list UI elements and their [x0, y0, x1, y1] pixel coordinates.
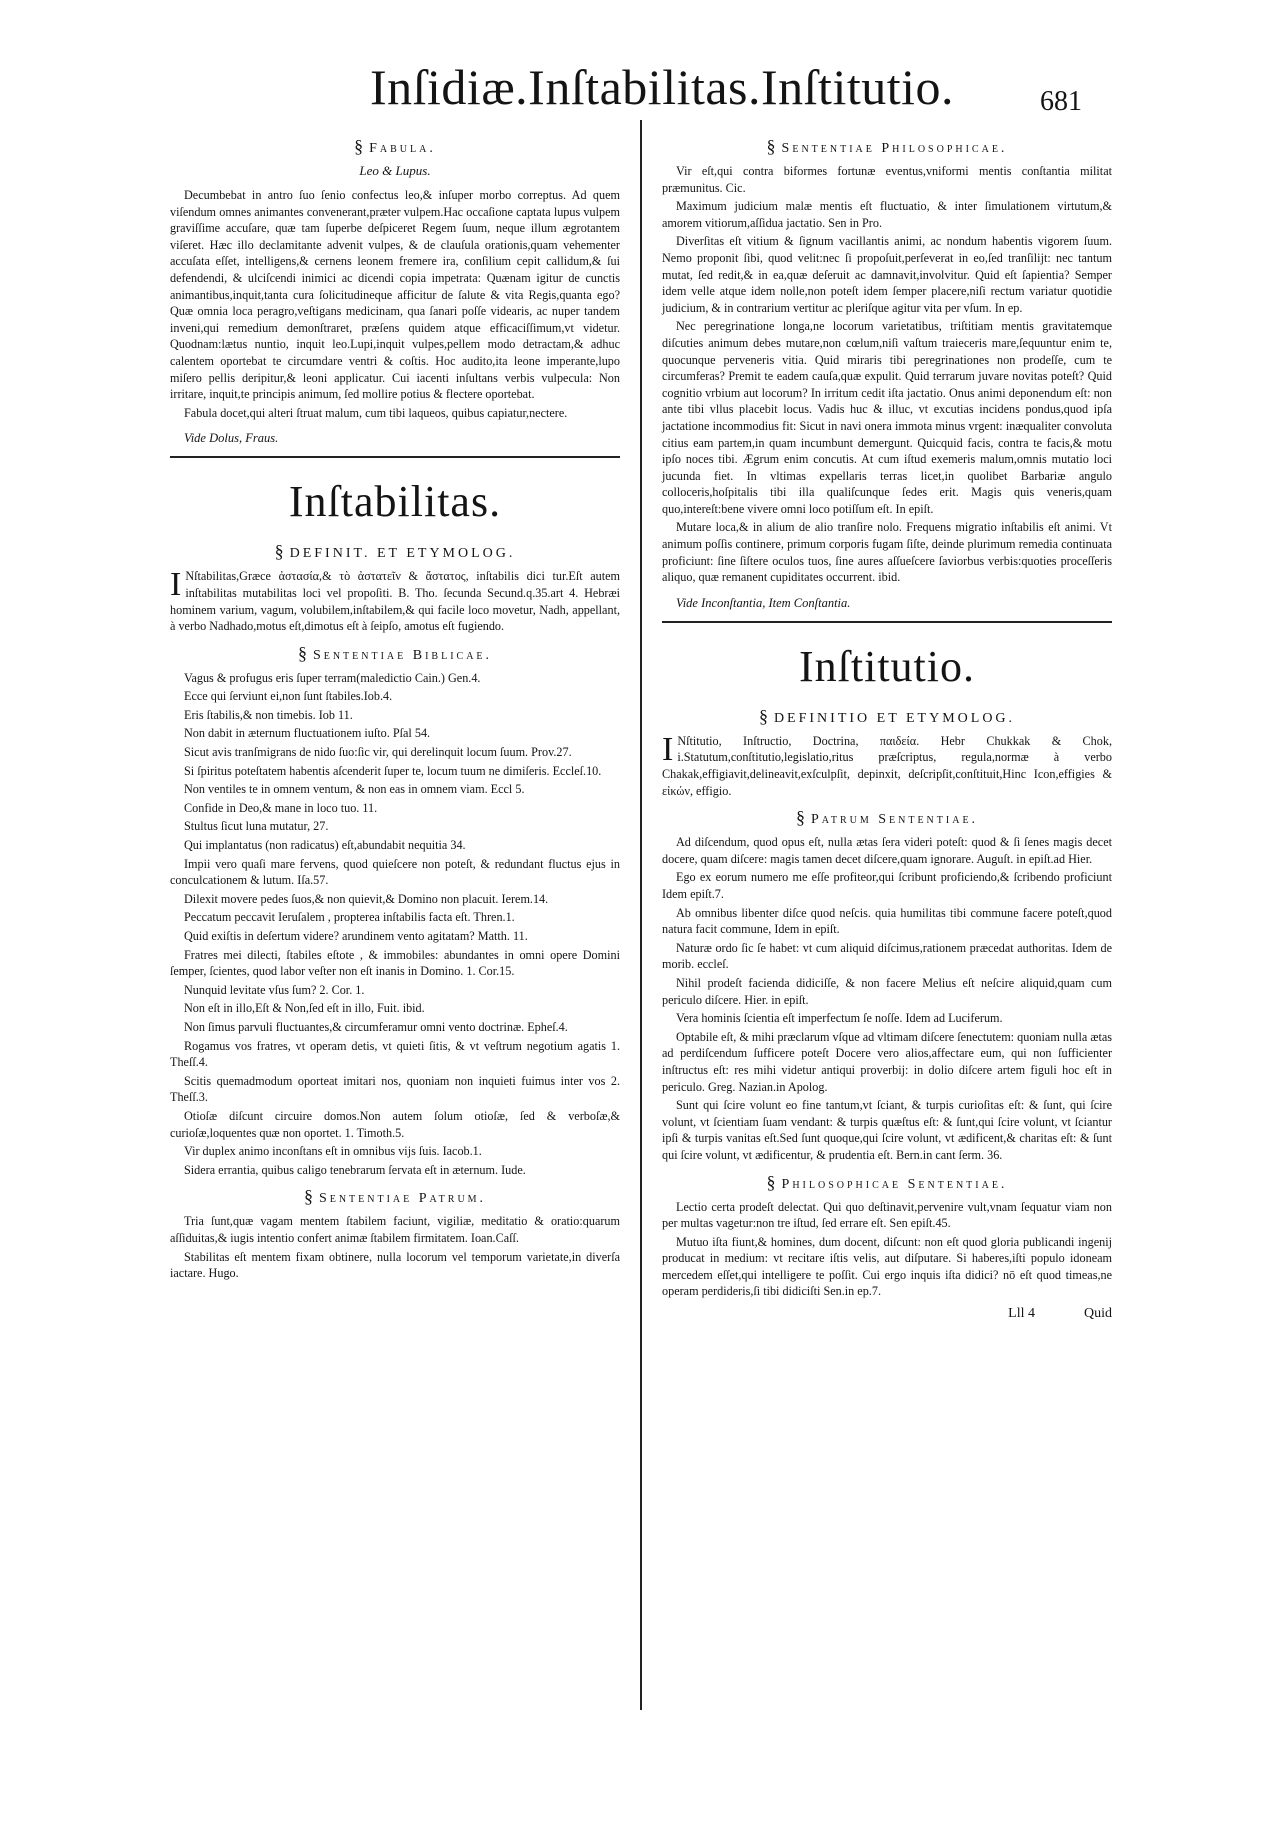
quote: Fratres mei dilecti, ſtabiles eſtote , & immobiles: abundantes in omni opere Domini ſemper, ſcientes, quod labor veſter non eſt inanis in Domino. 1. Cor.15.	[170, 947, 620, 979]
quote: Stabilitas eſt mentem fixam obtinere, nulla locorum vel temporum varietate,in diverſa iactare. Hugo.	[170, 1249, 620, 1281]
page-number: 681	[1040, 86, 1082, 117]
quote: Ecce qui ſerviunt ei,non ſunt ſtabiles.Iob.4.	[184, 689, 393, 704]
quote: Ego ex eorum numero me eſſe profiteor,qui ſcribunt proficiendo,& ſcribendo proficiunt Idem epiſt.7.	[662, 870, 1112, 901]
entry-title-instabilitas: Inſtabilitas.	[288, 477, 502, 527]
quote: Ab omnibus libenter diſce quod neſcis. quia humilitas tibi commune facere poteſt,quod natura facit commune, Idem in epiſt.	[662, 905, 1112, 937]
quote: Confide in Deo,& mane in loco tuo. 11.	[184, 800, 378, 815]
quote: Non ventiles te in omnem ventum, & non eas in omnem viam. Eccl 5.	[184, 782, 525, 797]
fabula-subtitle: Leo & Lupus.	[359, 163, 431, 178]
patrum-heading: § Sententiae Patrum.	[303, 1186, 487, 1207]
quote: Stultus ſicut luna mutatur, 27.	[184, 819, 329, 834]
biblicae-heading: § Sententiae Biblicae.	[297, 642, 493, 663]
quote: Optabile eſt, & mihi præclarum vſque ad vltimam diſcere ſenectutem: quoniam nulla ætas ad perdiſcendum ſufficere poteſt Docere vero alios,affectare eum, qui non ſufficienter inſtructus eſt: res mihi videtur antiqui proverbij: in dolio diſcere artem figuli hoc eſt in periculo. Greg. Nazian.in Apolog.	[662, 1029, 1112, 1094]
right-column	[662, 132, 1112, 1322]
quote: Mutare loca,& in alium de alio tranſire nolo. Frequens migratio inſtabilis eſt animi. Vt animum poſſis continere, primum corporis fugam ſiſte, deinde plurimum remedia continuata proficiunt: ſine ſiſtere oculos tuos, ſine aures aſſueſcere ſaviorbus verbis:quoties proceſſeris aliquo, quæ remanent cupiditates occurrent. ibid.	[662, 520, 1112, 585]
section-rule	[662, 621, 1112, 623]
quote: Vir duplex animo inconſtans eſt in omnibus vijs ſuis. Iacob.1.	[184, 1144, 482, 1159]
signature-mark: Lll 4	[1008, 1306, 1035, 1322]
signature-and-catchword	[662, 1306, 1112, 1322]
philosophicae-heading: § Philosophicae Sententiae.	[766, 1171, 1008, 1192]
drop-cap: I	[170, 566, 182, 604]
quote: Otioſæ diſcunt circuire domos.Non autem ſolum otioſæ, ſed & verboſæ,& curioſæ,loquentes quæ non oportet. 1. Timoth.5.	[170, 1108, 620, 1140]
definition-heading: § DEFINIT. ET ETYMOLOG.	[274, 541, 516, 562]
quote: Vera hominis ſcientia eſt imperfectum ſe noſſe. Idem ad Luciferum.	[676, 1011, 1003, 1026]
section-rule	[170, 456, 620, 458]
quote: Rogamus vos fratres, vt operam detis, vt quieti ſitis, & vt veſtrum negotium agatis 1. Theſſ.4.	[170, 1038, 620, 1070]
cross-reference: Vide Dolus, Fraus.	[184, 431, 279, 446]
quote: Scitis quemadmodum oporteat imitari nos, quoniam non inquieti fuimus inter vos 2. Theſſ.3.	[170, 1073, 620, 1105]
quote: Maximum judicium malæ mentis eſt fluctuatio, & inter ſimulationem virtutum,& amorem vitiorum,aſſidua jactatio. Sen in Pro.	[662, 199, 1112, 230]
definition-text: I Nſtitutio, Inſtructio, Doctrina, παιδεία. Hebr Chukkak & Chok, i.Statutum,conſtitutio,legislatio,ritus præſcriptus, regula,normæ à verbo Chakak,effigiavit,delineavit,exſculpſit, depinxit, deſcripſit,conſtituit,Hinc Icon,effigies & εἰκών, effigio.	[662, 730, 1112, 798]
definition-heading: § DEFINITIO ET ETYMOLOG.	[758, 705, 1016, 726]
quote: Nunquid levitate vſus ſum? 2. Cor. 1.	[184, 982, 365, 997]
quote: Tria ſunt,quæ vagam mentem ſtabilem faciunt, vigiliæ, meditatio & oratio:quarum aſſiduitas,& iugis intentio confert animæ ſtabilem firmitatem. Ioan.Caſſ.	[170, 1214, 620, 1245]
patrum-heading: § Patrum Sententiae.	[795, 807, 979, 828]
quote: Si ſpiritus poteſtatem habentis aſcenderit ſuper te, locum tuum ne dimiſeris. Eccleſ.10.	[184, 763, 602, 778]
fabula-moral: Fabula docet,qui alteri ſtruat malum, cum tibi laqueos, quibus capiatur,nectere.	[184, 405, 568, 420]
running-title: Inſidiæ.Inſtabilitas.Inſtitutio.	[370, 59, 955, 115]
quote: Peccatum peccavit Ieruſalem , propterea inſtabilis facta eſt. Thren.1.	[184, 910, 515, 925]
quote: Ad diſcendum, quod opus eſt, nulla ætas ſera videri poteſt: quod & ſi ſenes magis decet docere, quam diſcere: magis tamen decet diſcere,quam ignorare. Auguſt. in epiſt.ad Hier.	[662, 835, 1112, 866]
quote: Qui implantatus (non radicatus) eſt,abundabit nequitia 34.	[184, 838, 466, 853]
quote: Sunt qui ſcire volunt eo fine tantum,vt ſciant, & turpis curioſitas eſt: & ſunt, qui ſcire volunt, vt ſcientiam ſuam vendant: & turpis quæſtus eſt: & ſunt,qui ſcire volunt, vt ſciantur ipſi & turpis vanitas eſt.Sed ſunt quoque,qui ſcire volunt, vt ædificent,& charitas eſt: & ſunt qui ſcire volunt, vt ædificentur, & prudentia eſt. Bern.in cant ſerm. 36.	[662, 1098, 1112, 1162]
quote: Impii vero quaſi mare fervens, quod quieſcere non poteſt, & redundant fluctus ejus in conculcationem & lutum. Iſa.57.	[170, 856, 620, 888]
fabula-heading: § Fabula.	[354, 136, 436, 156]
quote: Eris ſtabilis,& non timebis. Iob 11.	[184, 707, 353, 722]
philosophicae-heading: § Sententiae Philosophicae.	[766, 136, 1008, 156]
left-column	[170, 132, 620, 1284]
entry-title-institutio: Inſtitutio.	[799, 641, 975, 691]
quote: Diverſitas eſt vitium & ſignum vacillantis animi, ac nondum habentis vigorem ſuum. Nemo proponit ſibi, quod velit:nec ſi propoſuit,perſeverat in eo,ſed tranſilijt: nec tantum mutat, ſed redit,& in ea,quæ deſeruit ac damnavit,involvitur. Quid eſt ſapientia? Semper idem velle atque idem nolle,non poteſt idem ſemper placere,niſi rectum variatur quotidie judicium, & in contrarium vertitur ac pleriſque agitur vita per vſum. In ep.	[662, 234, 1112, 315]
quote: Nec peregrinatione longa,ne locorum varietatibus, triſtitiam mentis gravitatemque diſcuties animum debes mutare,non cœlum,niſi vaſtum traieceris mare,ſequuntur enim te, quocunque perveneris vitia. Quid miraris tibi peregrinationes non prodeſſe, cum te circumferas? Premit te eadem cauſa,quæ expulit. Quid terrarum juvare novitas poteſt? Quid cognitio vrbium aut locorum? In irritum cedit iſta jactatio. Onus animi deponendum eſt: non ante tibi vllus placebit locus. Vadis huc & illuc, vt excutias incidens pondus,quod ipſa jactatione incommodius fit: Sicut in navi onera immota minus vrgent: inæqualiter convoluta citius eam partem,in quam incumbunt demergunt. Quicquid facis, contra te facis,& motu ipſo noces tibi. Ægrum enim concutis. At cum iſtud exemeris malum,omnis mutatio loci jucunda fiet. In vltimas expellaris terras licet,in quolibet Barbariæ angulo colloceris,hoſpitalis tibi illa qualiſcunque ſedes erit. Magis quis veneris,quam quo,intereſt:bene vivere omni loco potiſſum eſt. In epiſt.	[662, 319, 1112, 516]
quote: Quid exiſtis in deſertum videre? arundinem vento agitatam? Matth. 11.	[184, 929, 528, 943]
catchword: Quid	[1084, 1306, 1112, 1322]
quote: Sicut avis tranſmigrans de nido ſuo:ſic vir, qui derelinquit locum ſuum. Prov.27.	[184, 745, 572, 760]
quote: Vagus & profugus eris ſuper terram(maledictio Cain.) Gen.4.	[184, 670, 481, 685]
quote: Sidera errantia, quibus caligo tenebrarum ſervata eſt in æternum. Iude.	[184, 1162, 526, 1177]
fabula-text: Decumbebat in antro ſuo ſenio confectus leo,& inſuper morbo correptus. Ad quem viſendum omnes animantes convenerant,præter vulpem.Hac occaſione captata lupus vulpem graviſſime accuſare, quæ tam ſuperbe deſpiceret Regem ſuum, neque illum ægrotantem viſeret. Hæc illo declamitante advenit vulpes, & de clauſula orationis,quam vehementer accuſata eſſet, intelligens,& cernens leonem fremere ira, conſilium cepit callidum,& ſui defendendi, & ulciſcendi inimici ac dicendi copia impetrata: Quænam igitur de cunctis animantibus,inquit,tanta cura ſolicitudineque afficitur de ſalute & vita Regis,quanta ego? Quæ omnia loca peragro,veſtigans medicinam, qua ſanari poſſe videaris, ac nuper tandem inveni,qui remedium demonſtraret, præſens quidem atque efficaciſſimum,vt videtur. Quodnam:lætus nuntio, inquit leo.Lupi,inquit vulpes,pellem modo detractam,& adhuc calentem oportebat te circumdare ventri & coſtis. Hoc audito,ita leone imperante,lupo miſero pellis deripitur,& leoni applicatur. Cui iacenti inſultans verbis vulpecula: Non irritare, inquit,te principis animum, ſed mollire potius & flectere oportebat.	[170, 188, 620, 402]
quote: Non ſimus parvuli fluctuantes,& circumferamur omni vento doctrinæ. Epheſ.4.	[184, 1019, 568, 1034]
quote: Naturæ ordo ſic ſe habet: vt cum aliquid diſcimus,rationem præcedat authoritas. Idem de morib. eccleſ.	[662, 940, 1112, 972]
column-rule	[640, 120, 642, 1710]
drop-cap: I	[662, 730, 674, 768]
biblicae-list	[170, 670, 620, 1179]
quote: Non eſt in illo,Eſt & Non,ſed eſt in illo, Fuit. ibid.	[184, 1001, 425, 1016]
quote: Lectio certa prodeſt delectat. Qui quo deſtinavit,pervenire vult,vnam ſequatur viam non per multas vagetur:non tre iſtud, ſed errare eſt. Sen epiſt.45.	[662, 1199, 1112, 1231]
quote: Non dabit in æternum fluctuationem iuſto. Pſal 54.	[184, 726, 431, 741]
quote: Mutuo iſta fiunt,& homines, dum docent, diſcunt: non eſt quod gloria publicandi ingenij producat in medium: vt recitare iſtis velis, aut diſputare. Si haberes,iſti populo idoneam mercedem eſſet,qui intelligere te poſſit. Cui ergo inquis iſta didici? nō eſt quod timeas,ne operam perdideris,ſi tibi didiciſti Sen.in ep.7.	[662, 1234, 1112, 1299]
quote: Nihil prodeſt facienda didiciſſe, & non facere Melius eſt neſcire aliquid,quam cum periculo diſcere. Hier. in epiſt.	[662, 975, 1112, 1007]
cross-reference: Vide Inconſtantia, Item Conſtantia.	[676, 595, 851, 610]
definition-text: I Nſtabilitas,Græce ἀστασία,& τὸ ἀστατεῖν & ἄστατος, inſtabilis dici tur.Eſt autem inſtabilitas mutabilitas loci vel propoſiti. B. Tho. ſecunda Secund.q.35.art 4. Hebræi hominem varium, vagum, volubilem,inſtabilem,& qui facile loco movetur, Nadh, appellant, à verbo Nadhado,motus eſt,dimotus eſt à ſeipſo, amotus eſt fugiendo.	[170, 566, 620, 634]
quote: Dilexit movere pedes ſuos,& non quievit,& Domino non placuit. Ierem.14.	[184, 891, 549, 906]
quote: Vir eſt,qui contra biformes fortunæ eventus,vniformi mentis conſtantia militat præmunitus. Cic.	[662, 164, 1112, 195]
